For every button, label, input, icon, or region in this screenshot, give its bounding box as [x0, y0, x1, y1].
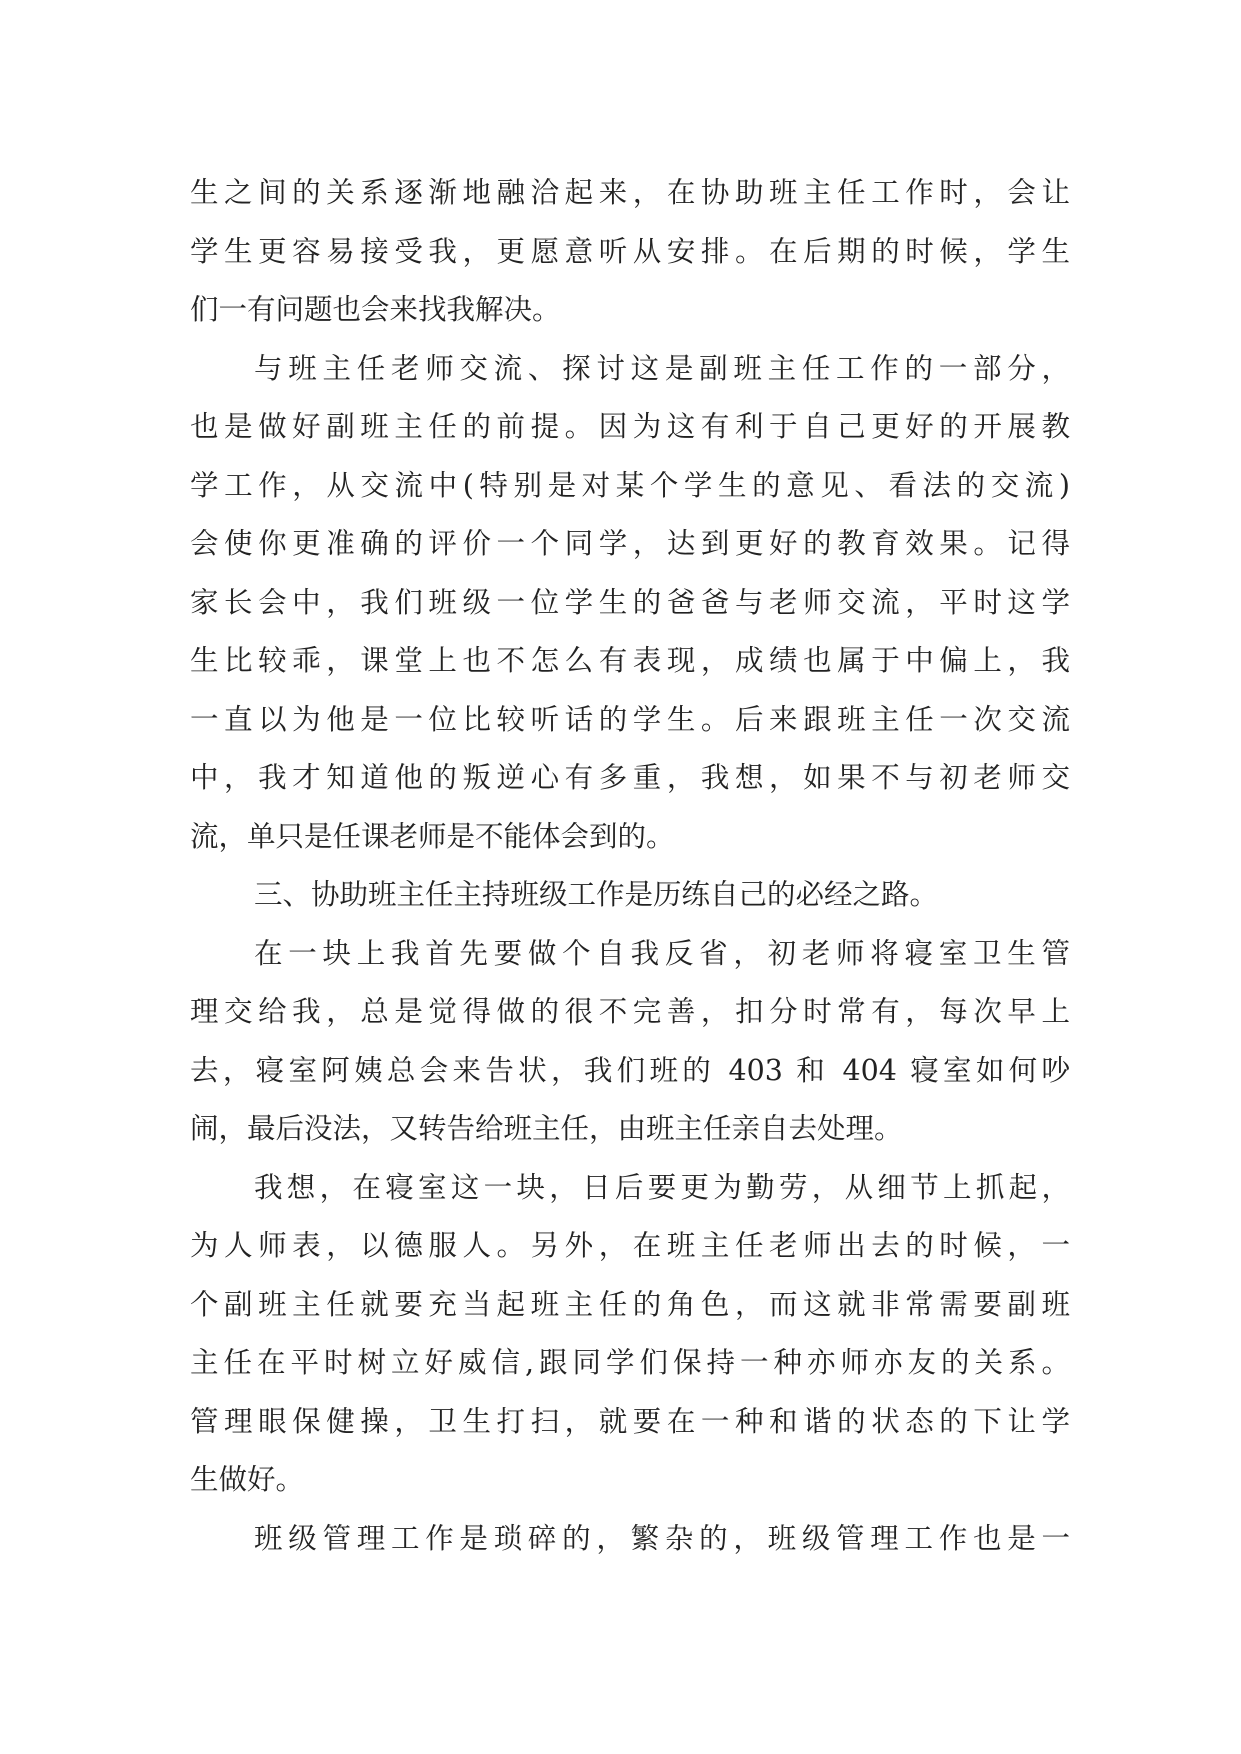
text-line: 生之间的关系逐渐地融洽起来，在协助班主任工作时，会让: [190, 176, 1070, 209]
text-line: 闹，最后没法，又转告给班主任，由班主任亲自去处理。: [190, 1112, 903, 1145]
text-line: 一直以为他是一位比较听话的学生。后来跟班主任一次交流: [190, 702, 1070, 736]
text-line: 也是做好副班主任的前提。因为这有利于自己更好的开展教: [190, 410, 1070, 443]
text-line: 中，我才知道他的叛逆心有多重，我想，如果不与初老师交: [190, 761, 1070, 794]
text-line: 家长会中，我们班级一位学生的爸爸与老师交流，平时这学: [190, 585, 1070, 619]
text-line: 们一有问题也会来找我解决。: [190, 293, 561, 326]
text-line: 主任在平时树立好威信,跟同学们保持一种亦师亦友的关系。: [190, 1346, 1070, 1379]
text-line: 去，寝室阿姨总会来告状，我们班的 403 和 404 寝室如何吵: [190, 1053, 1070, 1087]
text-line: 流，单只是任课老师是不能体会到的。: [190, 819, 675, 853]
text-line: 理交给我，总是觉得做的很不完善，扣分时常有，每次早上: [190, 995, 1070, 1028]
text-line: 与班主任老师交流、探讨这是副班主任工作的一部分，: [254, 351, 1070, 385]
text-line: 管理眼保健操，卫生打扫，就要在一种和谐的状态的下让学: [190, 1404, 1070, 1438]
text-line: 学生更容易接受我，更愿意听从安排。在后期的时候，学生: [190, 234, 1070, 268]
text-line: 我想，在寝室这一块，日后要更为勤劳，从细节上抓起，: [254, 1170, 1070, 1204]
text-line: 会使你更准确的评价一个同学，达到更好的教育效果。记得: [190, 527, 1070, 560]
text-line: 班级管理工作是琐碎的，繁杂的，班级管理工作也是一: [254, 1521, 1070, 1555]
text-line: 学工作，从交流中(特别是对某个学生的意见、看法的交流): [190, 468, 1070, 502]
text-line: 在一块上我首先要做个自我反省，初老师将寝室卫生管: [254, 936, 1070, 970]
document-body: [190, 164, 1070, 1568]
text-line: 为人师表，以德服人。另外，在班主任老师出去的时候，一: [190, 1229, 1070, 1262]
text-line: 生做好。: [190, 1463, 305, 1496]
section-heading: 三、协助班主任主持班级工作是历练自己的必经之路。: [254, 878, 939, 911]
text-line: 生比较乖，课堂上也不怎么有表现，成绩也属于中偏上，我: [190, 644, 1070, 677]
text-line: 个副班主任就要充当起班主任的角色，而这就非常需要副班: [190, 1287, 1070, 1321]
